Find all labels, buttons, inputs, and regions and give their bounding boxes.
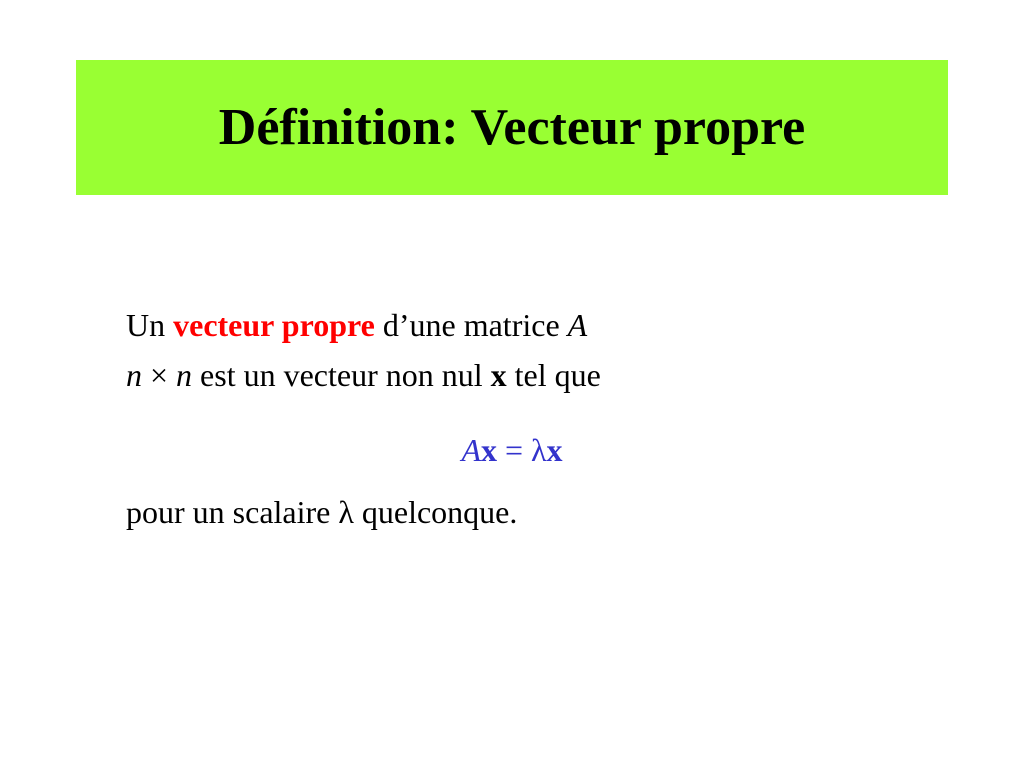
dimension-n-2: n	[176, 357, 193, 393]
closing-prefix: pour un scalaire	[126, 494, 339, 530]
definition-text	[126, 300, 946, 400]
definition-middle: d’une matrice	[374, 307, 568, 343]
times-symbol: ×	[142, 357, 177, 393]
definition-line-1	[126, 300, 946, 350]
title-banner	[76, 60, 948, 195]
closing-text	[126, 487, 517, 537]
equation-vector-right: x	[546, 432, 563, 468]
definition-prefix: Un	[126, 307, 174, 343]
closing-suffix: quelconque.	[353, 494, 518, 530]
equation-matrix: A	[461, 432, 481, 468]
vector-symbol: x	[490, 357, 507, 393]
matrix-symbol: A	[567, 307, 588, 343]
slide-title: Définition: Vecteur propre	[218, 98, 806, 156]
equation-lambda: λ	[531, 432, 547, 468]
equation-equals: =	[496, 432, 532, 468]
definition-line-2-middle: est un vecteur non nul	[192, 357, 491, 393]
dimension-n-1: n	[126, 357, 142, 393]
definition-line-2	[126, 350, 946, 400]
definition-line-2-suffix: tel que	[506, 357, 601, 393]
eigen-equation	[0, 425, 1024, 475]
closing-lambda: λ	[338, 494, 354, 530]
defined-term: vecteur propre	[173, 307, 375, 343]
equation-vector-left: x	[480, 432, 497, 468]
